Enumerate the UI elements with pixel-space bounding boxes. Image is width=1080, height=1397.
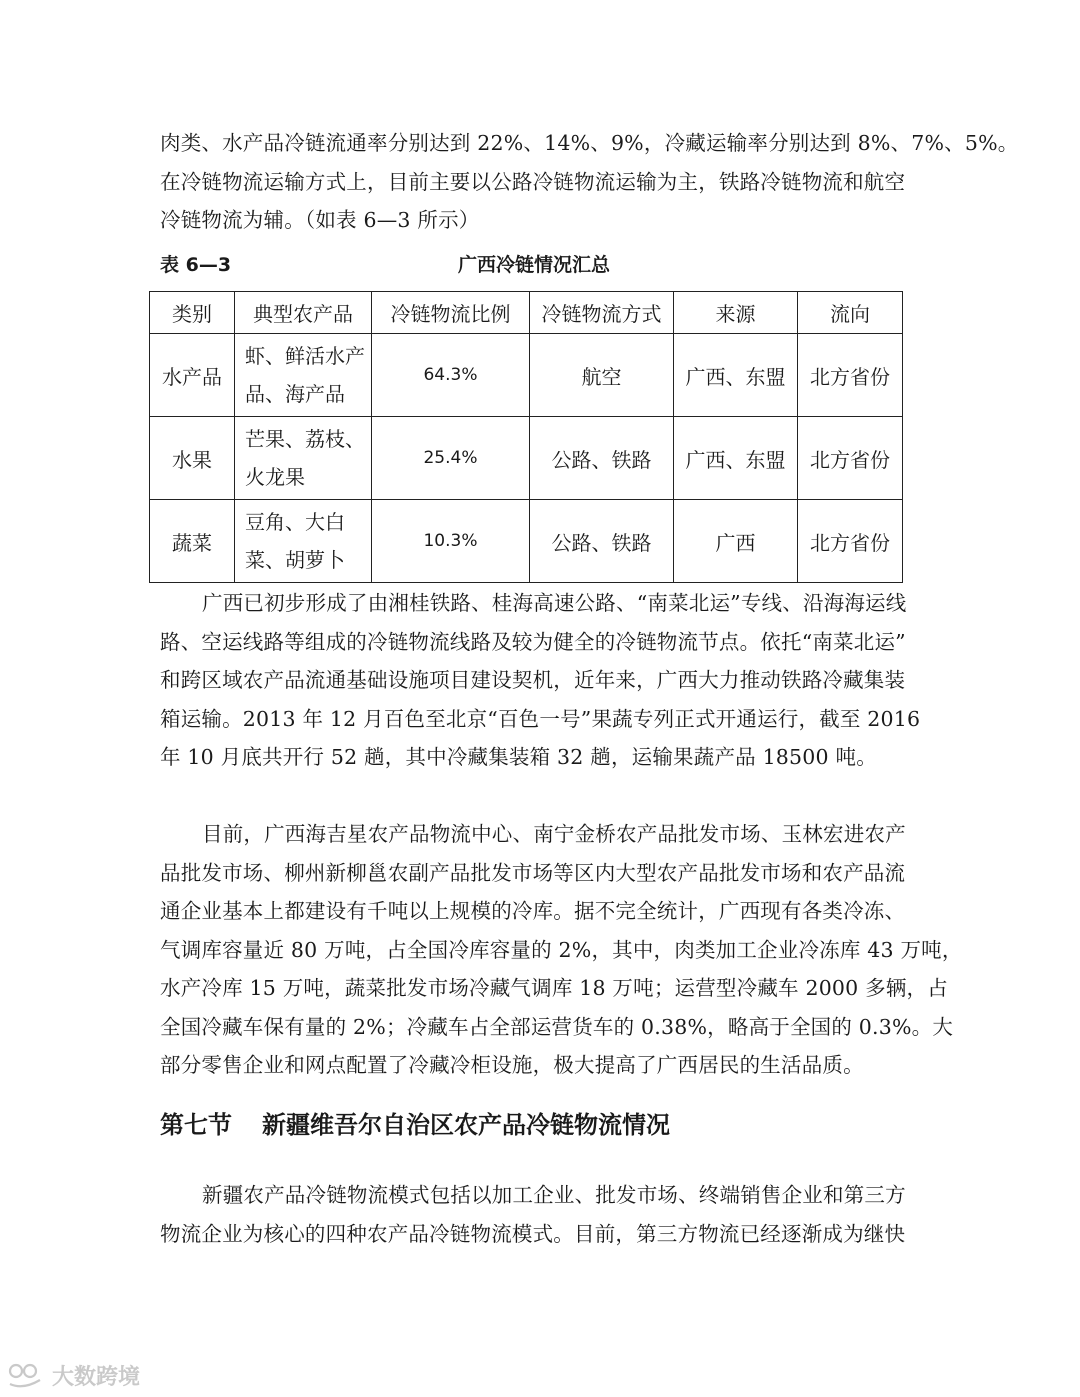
source-cell: 广西、东盟	[674, 417, 798, 500]
watermark	[6, 1357, 140, 1393]
section-number: 第七节	[160, 1111, 232, 1139]
ratio-cell: 25.4%	[372, 417, 530, 500]
paragraph-line: 箱运输。2013 年 12 月百色至北京“百色一号”果蔬专列正式开通运行，截至 2016	[160, 706, 921, 731]
watermark-text: 大数跨境	[52, 1364, 141, 1390]
paragraph-line: 年 10 月底共开行 52 趟，其中冷藏集装箱 32 趟，运输果蔬产品 18500 吨。	[160, 745, 877, 769]
intro-line: 肉类、水产品冷链流通率分别达到 22%、14%、9%，冷藏运输率分别达到 8%、7%、5%。	[160, 131, 1019, 155]
paragraph-railway	[160, 584, 922, 777]
header-cell: 流向	[798, 292, 903, 334]
table-row	[150, 500, 903, 583]
category-cell: 水产品	[150, 334, 235, 417]
products-line: 火龙果	[245, 465, 305, 489]
table-number: 表 6—3	[160, 254, 232, 276]
table-row	[150, 417, 903, 500]
intro-paragraph	[160, 124, 1019, 240]
products-cell	[235, 500, 372, 583]
table-row	[150, 334, 903, 417]
cold-chain-table	[149, 291, 903, 583]
intro-line: 在冷链物流运输方式上，目前主要以公路冷链物流运输为主，铁路冷链物流和航空	[160, 169, 906, 194]
products-line: 芒果、荔枝、	[245, 427, 365, 451]
header-cell: 类别	[150, 292, 235, 334]
ratio-cell: 64.3%	[372, 334, 530, 417]
products-cell	[235, 417, 372, 500]
products-line: 品、海产品	[245, 382, 345, 406]
paragraph-storage	[160, 815, 963, 1085]
header-cell: 典型农产品	[235, 292, 372, 334]
header-cell: 冷链物流方式	[530, 292, 674, 334]
brand-logo-icon	[6, 1360, 46, 1390]
paragraph-line: 新疆农产品冷链物流模式包括以加工企业、批发市场、终端销售企业和第三方	[202, 1183, 906, 1207]
paragraph-line: 和跨区域农产品流通基础设施项目建设契机，近年来，广西大力推动铁路冷藏集装	[160, 668, 906, 692]
paragraph-xinjiang	[160, 1176, 922, 1253]
ratio-cell: 10.3%	[372, 500, 530, 583]
products-line: 虾、鲜活水产	[245, 344, 365, 368]
source-cell: 广西	[674, 500, 798, 583]
source-cell: 广西、东盟	[674, 334, 798, 417]
mode-cell: 航空	[530, 334, 674, 417]
table-caption	[160, 250, 922, 282]
destination-cell: 北方省份	[798, 334, 903, 417]
paragraph-line: 物流企业为核心的四种农产品冷链物流模式。目前，第三方物流已经逐渐成为继快	[160, 1221, 906, 1246]
paragraph-line: 路、空运线路等组成的冷链物流线路及较为健全的冷链物流节点。依托“南菜北运”	[160, 629, 906, 654]
table-title: 广西冷链情况汇总	[458, 254, 611, 276]
section-title: 新疆维吾尔自治区农产品冷链物流情况	[262, 1111, 670, 1139]
destination-cell: 北方省份	[798, 417, 903, 500]
category-cell: 蔬菜	[150, 500, 235, 583]
header-cell: 来源	[674, 292, 798, 334]
category-cell: 水果	[150, 417, 235, 500]
paragraph-line: 品批发市场、柳州新柳邕农副产品批发市场等区内大型农产品批发市场和农产品流	[160, 860, 906, 885]
mode-cell: 公路、铁路	[530, 417, 674, 500]
paragraph-line: 部分零售企业和网点配置了冷藏冷柜设施，极大提高了广西居民的生活品质。	[160, 1053, 864, 1077]
paragraph-line: 气调库容量近 80 万吨，占全国冷库容量的 2%，其中，肉类加工企业冷冻库 43 万吨，	[160, 937, 963, 962]
products-cell	[235, 334, 372, 417]
paragraph-line: 目前，广西海吉星农产品物流中心、南宁金桥农产品批发市场、玉林宏进农产	[202, 822, 906, 846]
paragraph-line: 广西已初步形成了由湘桂铁路、桂海高速公路、“南菜北运”专线、沿海海运线	[202, 591, 907, 615]
mode-cell: 公路、铁路	[530, 500, 674, 583]
paragraph-line: 通企业基本上都建设有千吨以上规模的冷库。据不完全统计，广西现有各类冷冻、	[160, 899, 906, 923]
intro-line: 冷链物流为辅。（如表 6—3 所示）	[160, 208, 480, 232]
paragraph-line: 全国冷藏车保有量的 2%；冷藏车占全部运营货车的 0.38%，略高于全国的 0.3%。大	[160, 1014, 954, 1039]
table-header-row	[150, 292, 903, 334]
products-line: 豆角、大白	[245, 510, 345, 534]
section-heading	[160, 1105, 670, 1140]
destination-cell: 北方省份	[798, 500, 903, 583]
paragraph-line: 水产冷库 15 万吨，蔬菜批发市场冷藏气调库 18 万吨；运营型冷藏车 2000 多辆，占	[160, 976, 948, 1000]
products-line: 菜、胡萝卜	[245, 548, 345, 572]
header-cell: 冷链物流比例	[372, 292, 530, 334]
